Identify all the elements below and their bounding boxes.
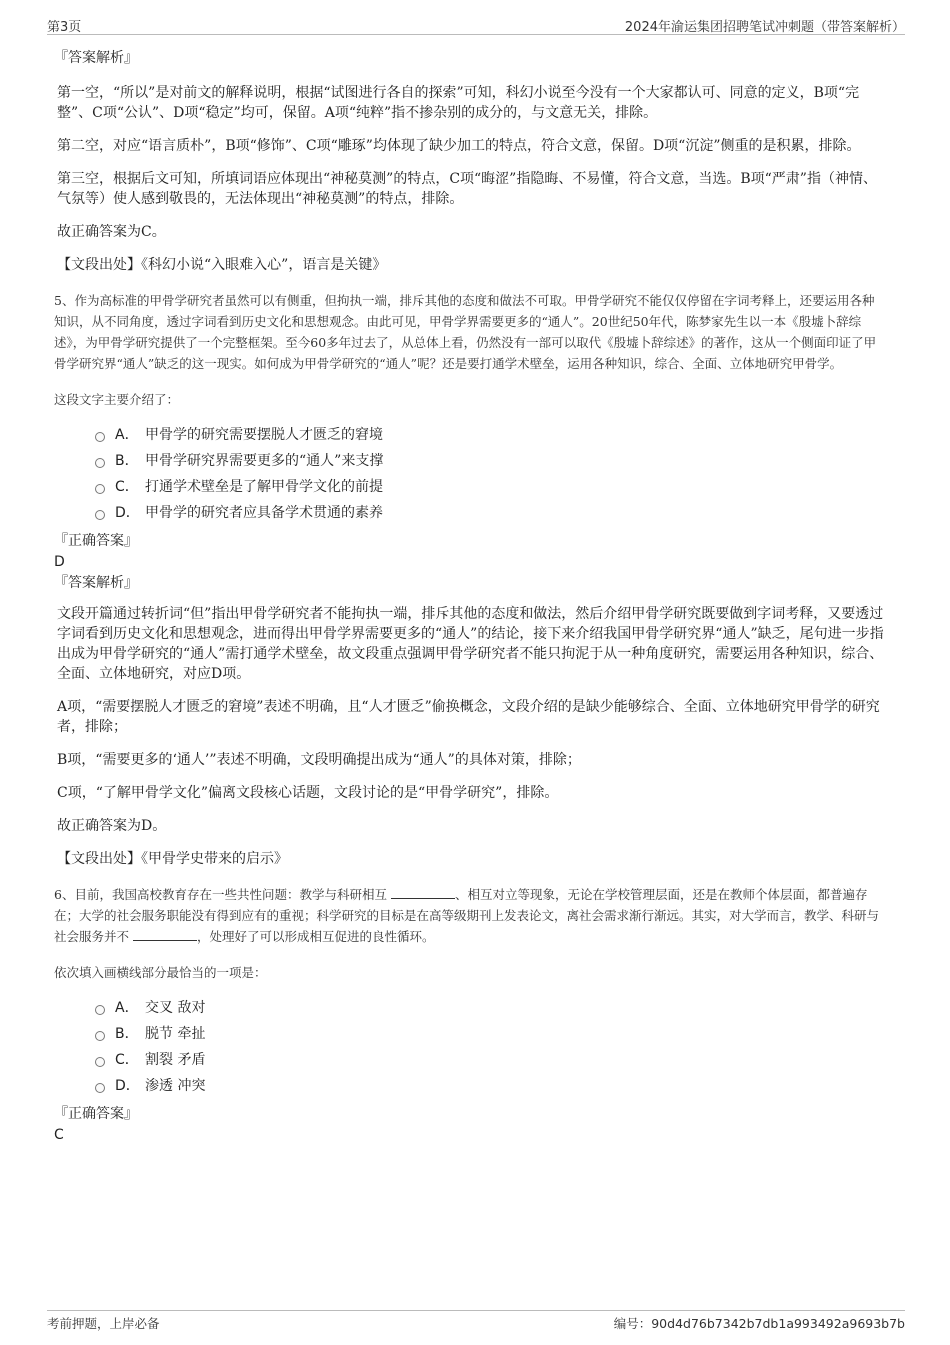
option-d[interactable]: D． 渗透 冲突: [95, 1073, 885, 1099]
option-c[interactable]: C． 割裂 矛盾: [95, 1047, 885, 1073]
option-a[interactable]: A． 交叉 敌对: [95, 995, 885, 1021]
analysis-paragraph: 文段开篇通过转折词“但”指出甲骨学研究者不能拘执一端，排斥其他的态度和做法，然后介绍甲骨学研究既要做到字词考释，又要透过字词看到历史文化和思想观念，进而得出甲骨学界需要更多的“通人”的结论，接下来介绍我国甲骨学研究界“通人”缺乏，尾句进一步指出成为甲骨学研究的“通人”需打通学术壁垒，故文段重点强调甲骨学研究者不能只拘泥于从一种角度研究，需要运用各种知识，综合、全面、立体地研究，对应D项。: [57, 606, 884, 682]
page-header: [47, 14, 905, 35]
analysis-conclusion: 故正确答案为C。: [57, 224, 166, 240]
fill-blank: [391, 886, 455, 899]
analysis-conclusion: 故正确答案为D。: [57, 818, 167, 834]
footer-slogan: 考前押题，上岸必备: [47, 1316, 160, 1331]
main-content: [54, 43, 885, 1145]
correct-answer: C: [54, 1127, 64, 1143]
radio-icon[interactable]: [95, 432, 105, 442]
analysis-paragraph: B项，“需要更多的‘通人’”表述不明确，文段明确提出成为“通人”的具体对策，排除；: [57, 752, 581, 768]
option-b[interactable]: B． 脱节 牵扯: [95, 1021, 885, 1047]
analysis-paragraph: 第一空，“所以”是对前文的解释说明，根据“试图进行各自的探索”可知，科幻小说至今没有一个大家都认可、同意的定义，B项“完整”、C项“公认”、D项“稳定”均可，保留。A项“纯粹”指不掺杂别的成分的，与文意无关，排除。: [57, 85, 860, 121]
option-d[interactable]: D． 甲骨学的研究者应具备学术贯通的素养: [95, 500, 885, 526]
radio-icon[interactable]: [95, 1083, 105, 1093]
radio-icon[interactable]: [95, 484, 105, 494]
option-list: [95, 422, 885, 526]
radio-icon[interactable]: [95, 458, 105, 468]
correct-answer-label: 『正确答案』: [54, 533, 138, 549]
analysis-label: 『答案解析』: [54, 50, 138, 66]
option-b[interactable]: B． 甲骨学研究界需要更多的“通人”来支撑: [95, 448, 885, 474]
analysis-paragraph: 第二空，对应“语言质朴”，B项“修饰”、C项“雕琢”均体现了缺少加工的特点，符合文意，保留。D项“沉淀”侧重的是积累，排除。: [57, 138, 861, 154]
document-code: 编号：90d4d76b7342b7db1a993492a9693b7b: [613, 1316, 905, 1331]
page-footer: [47, 1310, 905, 1333]
analysis-label: 『答案解析』: [54, 575, 138, 591]
analysis-paragraph: 第三空，根据后文可知，所填词语应体现出“神秘莫测”的特点，C项“晦涩”指隐晦、不易懂，符合文意，当选。B项“严肃”指（神情、气氛等）使人感到敬畏的，无法体现出“神秘莫测”的特点，排除。: [57, 171, 877, 207]
correct-answer: D: [54, 554, 65, 570]
question-stem: 5、作为高标准的甲骨学研究者虽然可以有侧重，但拘执一端，排斥其他的态度和做法不可取。甲骨学研究不能仅仅停留在字词考释上，还要运用各种知识，从不同角度，透过字词看到历史文化和思想观念。由此可见，甲骨学界需要更多的“通人”。20世纪50年代，陈梦家先生以一本《殷墟卜辞综述》，为甲骨学研究提供了一个完整框架。至今60多年过去了，从总体上看，仍然没有一部可以取代《殷墟卜辞综述》的著作，这从一个侧面印证了甲骨学研究界“通人”缺乏的这一现实。如何成为甲骨学研究的“通人”呢？还是要打通学术壁垒，运用各种知识，综合、全面、立体地研究甲骨学。: [54, 293, 877, 371]
radio-icon[interactable]: [95, 1057, 105, 1067]
correct-answer-label: 『正确答案』: [54, 1106, 138, 1122]
question-prompt: 依次填入画横线部分最恰当的一项是：: [54, 965, 267, 980]
radio-icon[interactable]: [95, 1005, 105, 1015]
radio-icon[interactable]: [95, 510, 105, 520]
option-a[interactable]: A． 甲骨学的研究需要摆脱人才匮乏的窘境: [95, 422, 885, 448]
question-prompt: 这段文字主要介绍了：: [54, 392, 180, 407]
option-list: [95, 995, 885, 1099]
analysis-paragraph: A项，“需要摆脱人才匮乏的窘境”表述不明确，且“人才匮乏”偷换概念，文段介绍的是缺少能够综合、全面、立体地研究甲骨学的研究者，排除；: [57, 699, 880, 735]
document-title: 2024年渝运集团招聘笔试冲刺题（带答案解析）: [624, 20, 905, 35]
fill-blank: [133, 928, 197, 941]
page-number: 第3页: [47, 20, 82, 35]
option-c[interactable]: C． 打通学术壁垒是了解甲骨学文化的前提: [95, 474, 885, 500]
analysis-paragraph: C项，“了解甲骨学文化”偏离文段核心话题，文段讨论的是“甲骨学研究”，排除。: [57, 785, 559, 801]
source-citation: 【文段出处】《科幻小说“入眼难入心”，语言是关键》: [57, 257, 387, 273]
question-stem: 6、目前，我国高校教育存在一些共性问题：教学与科研相互 、相互对立等现象，无论在学校管理层面，还是在教师个体层面，都普遍存在；大学的社会服务职能没有得到应有的重视；科学研究的目标是在高等级期刊上发表论文，离社会需求渐行渐远。其实，对大学而言，教学、科研与社会服务并不 ，处理好了可以形成相互促进的良性循环。: [54, 887, 880, 944]
radio-icon[interactable]: [95, 1031, 105, 1041]
source-citation: 【文段出处】《甲骨学史带来的启示》: [57, 851, 288, 867]
